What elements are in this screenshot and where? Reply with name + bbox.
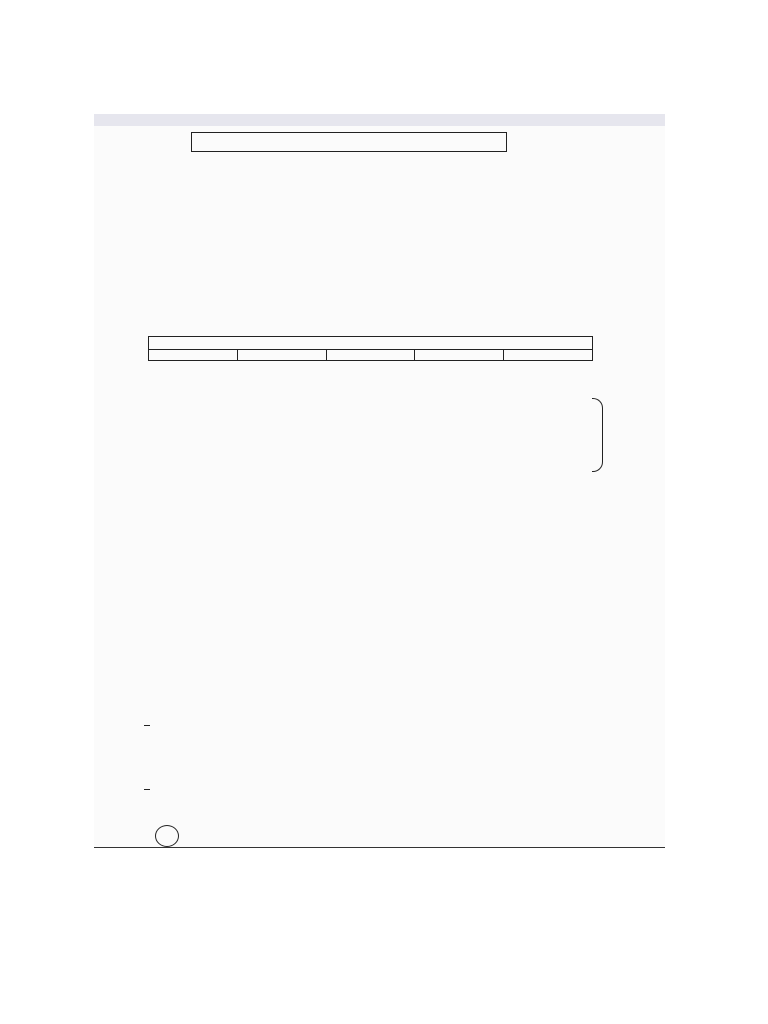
scanned-sheet	[94, 114, 665, 848]
scan-edge	[94, 114, 665, 126]
circled-number	[155, 825, 179, 847]
answer-key-table	[191, 132, 507, 152]
formula-1-fraction	[144, 725, 150, 726]
formula-2-fraction	[144, 789, 150, 790]
formula-1-numerator	[144, 725, 150, 726]
norma-corner	[149, 350, 238, 361]
answer-key-title	[192, 133, 507, 152]
formula-2	[144, 782, 150, 795]
hw-age-1	[237, 350, 326, 361]
formula-1	[144, 718, 150, 731]
norma-title	[149, 337, 593, 350]
norma-table	[148, 336, 593, 361]
rs-brace	[592, 398, 603, 472]
norma-subtitle	[504, 350, 593, 361]
formula-2-numerator	[144, 789, 150, 790]
hw-age-3	[415, 350, 504, 361]
hw-age-2	[326, 350, 415, 361]
